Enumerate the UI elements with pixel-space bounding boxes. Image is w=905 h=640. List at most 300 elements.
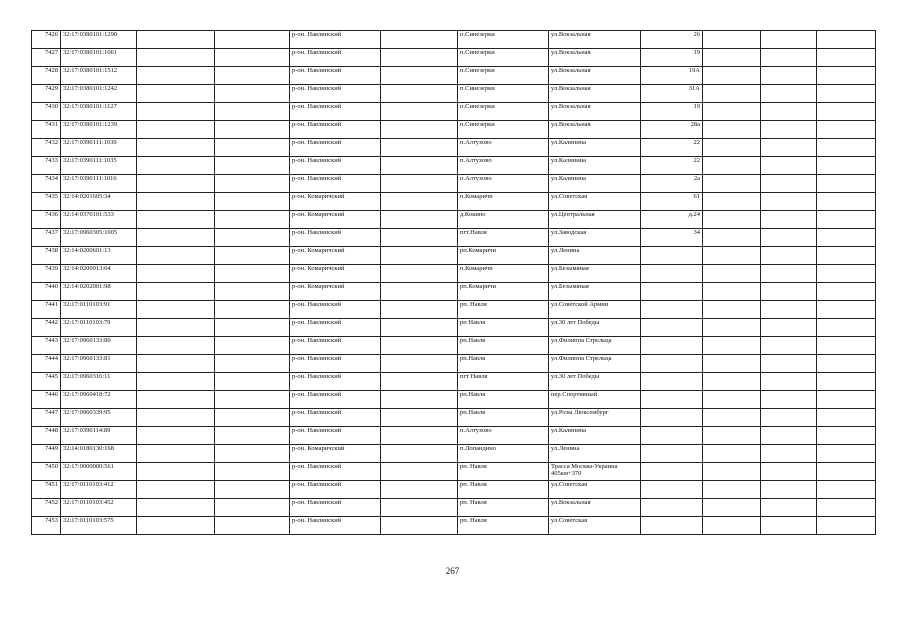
empty-cell (761, 265, 817, 283)
locality-cell: рп Навля (458, 319, 549, 337)
house-number-cell (641, 481, 703, 499)
empty-cell (215, 355, 290, 373)
empty-cell (137, 103, 215, 121)
empty-cell (703, 85, 761, 103)
locality-cell: рп. Навля (458, 517, 549, 535)
empty-cell (137, 463, 215, 481)
house-number-cell: 26 (641, 31, 703, 49)
street-cell: ул.Ленина (549, 247, 641, 265)
locality-cell: п.Алтухово (458, 139, 549, 157)
house-number-cell (641, 391, 703, 409)
district-cell: р-он. Навлинский (290, 499, 381, 517)
empty-cell (381, 337, 458, 355)
house-number-cell (641, 283, 703, 301)
district-cell: р-он. Навлинский (290, 121, 381, 139)
empty-cell (761, 517, 817, 535)
empty-cell (761, 103, 817, 121)
empty-cell (137, 355, 215, 373)
cadastral-number-cell: 32:17:0960133:81 (61, 355, 137, 373)
empty-cell (703, 481, 761, 499)
empty-cell (761, 481, 817, 499)
row-number-cell: 7439 (32, 265, 61, 283)
empty-cell (703, 391, 761, 409)
empty-cell (703, 373, 761, 391)
house-number-cell: д.24 (641, 211, 703, 229)
empty-cell (761, 301, 817, 319)
empty-cell (381, 319, 458, 337)
empty-cell (381, 265, 458, 283)
cadastral-number-cell: 32:17:0960339:95 (61, 409, 137, 427)
cadastral-number-cell: 32:17:0390114:89 (61, 427, 137, 445)
empty-cell (761, 211, 817, 229)
empty-cell (381, 139, 458, 157)
registry-table (31, 30, 876, 535)
empty-cell (817, 355, 876, 373)
empty-cell (761, 229, 817, 247)
street-cell: ул.Вокзальная (549, 31, 641, 49)
street-cell: ул.30 лет Победы (549, 373, 641, 391)
empty-cell (215, 301, 290, 319)
district-cell: р-он. Навлинский (290, 31, 381, 49)
street-cell: ул.Безымяная (549, 265, 641, 283)
empty-cell (381, 409, 458, 427)
row-number-cell: 7429 (32, 85, 61, 103)
locality-cell: п.Алтухово (458, 175, 549, 193)
row-number-cell: 7451 (32, 481, 61, 499)
row-number-cell: 7445 (32, 373, 61, 391)
empty-cell (215, 211, 290, 229)
empty-cell (817, 139, 876, 157)
street-cell: ул.Вокзальная (549, 49, 641, 67)
table-row (32, 481, 876, 499)
street-cell: пер.Спортивный (549, 391, 641, 409)
empty-cell (215, 517, 290, 535)
empty-cell (817, 103, 876, 121)
house-number-cell (641, 301, 703, 319)
empty-cell (137, 409, 215, 427)
locality-cell: пгт Навля (458, 373, 549, 391)
empty-cell (215, 49, 290, 67)
empty-cell (761, 391, 817, 409)
district-cell: р-он. Комаричский (290, 445, 381, 463)
locality-cell: п.Синезерки (458, 31, 549, 49)
row-number-cell: 7440 (32, 283, 61, 301)
district-cell: р-он. Комаричский (290, 193, 381, 211)
street-cell: ул.Калинина (549, 427, 641, 445)
row-number-cell: 7427 (32, 49, 61, 67)
empty-cell (215, 247, 290, 265)
empty-cell (703, 157, 761, 175)
empty-cell (137, 175, 215, 193)
table-row (32, 103, 876, 121)
row-number-cell: 7450 (32, 463, 61, 481)
street-cell: ул.Советской Армии (549, 301, 641, 319)
empty-cell (703, 175, 761, 193)
street-cell: ул.Розы Люксембург (549, 409, 641, 427)
house-number-cell (641, 445, 703, 463)
empty-cell (137, 229, 215, 247)
table-row (32, 229, 876, 247)
house-number-cell: 2а (641, 175, 703, 193)
locality-cell: рп.Навля (458, 355, 549, 373)
row-number-cell: 7426 (32, 31, 61, 49)
locality-cell: рп. Навля (458, 301, 549, 319)
empty-cell (761, 157, 817, 175)
empty-cell (703, 211, 761, 229)
cadastral-number-cell: 32:17:0380101:1242 (61, 85, 137, 103)
empty-cell (817, 409, 876, 427)
empty-cell (215, 265, 290, 283)
cadastral-number-cell: 32:17:0960133:80 (61, 337, 137, 355)
empty-cell (381, 85, 458, 103)
cadastral-number-cell: 32:17:0110103:91 (61, 301, 137, 319)
house-number-cell (641, 499, 703, 517)
locality-cell: рп. Навля (458, 481, 549, 499)
empty-cell (137, 157, 215, 175)
table-row (32, 67, 876, 85)
district-cell: р-он. Навлинский (290, 337, 381, 355)
empty-cell (381, 463, 458, 481)
row-number-cell: 7442 (32, 319, 61, 337)
empty-cell (381, 193, 458, 211)
empty-cell (381, 391, 458, 409)
house-number-cell (641, 463, 703, 481)
cadastral-number-cell: 32:17:0380101:1061 (61, 49, 137, 67)
empty-cell (817, 481, 876, 499)
locality-cell: рп. Навля (458, 499, 549, 517)
empty-cell (761, 31, 817, 49)
empty-cell (137, 499, 215, 517)
empty-cell (761, 67, 817, 85)
empty-cell (381, 157, 458, 175)
table-row (32, 355, 876, 373)
house-number-cell: 19 (641, 49, 703, 67)
empty-cell (761, 445, 817, 463)
house-number-cell (641, 337, 703, 355)
row-number-cell: 7448 (32, 427, 61, 445)
street-cell: ул.Вокзальная (549, 499, 641, 517)
house-number-cell: 28а (641, 121, 703, 139)
table-row (32, 301, 876, 319)
house-number-cell: 22 (641, 157, 703, 175)
empty-cell (137, 391, 215, 409)
table-row (32, 157, 876, 175)
empty-cell (817, 319, 876, 337)
empty-cell (215, 139, 290, 157)
empty-cell (137, 67, 215, 85)
street-cell: ул.Вокзальная (549, 121, 641, 139)
table-row (32, 319, 876, 337)
street-cell: ул.Вокзальная (549, 103, 641, 121)
empty-cell (817, 463, 876, 481)
district-cell: р-он. Навлинский (290, 49, 381, 67)
table-row (32, 139, 876, 157)
cadastral-number-cell: 32:17:0000000:561 (61, 463, 137, 481)
empty-cell (381, 121, 458, 139)
house-number-cell (641, 373, 703, 391)
empty-cell (381, 31, 458, 49)
empty-cell (817, 31, 876, 49)
empty-cell (137, 517, 215, 535)
cadastral-number-cell: 32:14:0180130:168 (61, 445, 137, 463)
empty-cell (817, 229, 876, 247)
district-cell: р-он. Навлинский (290, 391, 381, 409)
empty-cell (137, 427, 215, 445)
empty-cell (703, 355, 761, 373)
row-number-cell: 7434 (32, 175, 61, 193)
empty-cell (703, 445, 761, 463)
table-row (32, 49, 876, 67)
cadastral-number-cell: 32:17:0960305:1005 (61, 229, 137, 247)
locality-cell: рп.Комаричи (458, 247, 549, 265)
house-number-cell (641, 265, 703, 283)
empty-cell (381, 445, 458, 463)
cadastral-number-cell: 32:17:0390111:1030 (61, 139, 137, 157)
locality-cell: пгт.Навля (458, 229, 549, 247)
table-row (32, 85, 876, 103)
street-cell: ул.Вокзальная (549, 67, 641, 85)
empty-cell (703, 49, 761, 67)
empty-cell (215, 409, 290, 427)
empty-cell (381, 373, 458, 391)
row-number-cell: 7433 (32, 157, 61, 175)
cadastral-number-cell: 32:17:0380101:1239 (61, 121, 137, 139)
empty-cell (703, 517, 761, 535)
street-cell: Трасса Москва-Украина 405км+370 (549, 463, 641, 481)
row-number-cell: 7446 (32, 391, 61, 409)
empty-cell (215, 499, 290, 517)
row-number-cell: 7438 (32, 247, 61, 265)
empty-cell (215, 427, 290, 445)
row-number-cell: 7443 (32, 337, 61, 355)
empty-cell (761, 85, 817, 103)
cadastral-number-cell: 32:17:0380101:1127 (61, 103, 137, 121)
district-cell: р-он. Навлинский (290, 517, 381, 535)
empty-cell (215, 319, 290, 337)
district-cell: р-он. Навлинский (290, 301, 381, 319)
empty-cell (381, 517, 458, 535)
street-cell: ул.Заводская (549, 229, 641, 247)
cadastral-number-cell: 32:17:0390111:1016 (61, 175, 137, 193)
empty-cell (137, 31, 215, 49)
empty-cell (215, 85, 290, 103)
empty-cell (703, 139, 761, 157)
locality-cell: рп. Навля (458, 463, 549, 481)
district-cell: р-он. Комаричский (290, 283, 381, 301)
empty-cell (381, 49, 458, 67)
empty-cell (381, 67, 458, 85)
empty-cell (215, 481, 290, 499)
table-row (32, 193, 876, 211)
street-cell: ул.Калинина (549, 175, 641, 193)
empty-cell (761, 175, 817, 193)
street-cell: ул.Советская (549, 193, 641, 211)
house-number-cell: 34 (641, 229, 703, 247)
empty-cell (703, 301, 761, 319)
empty-cell (137, 49, 215, 67)
house-number-cell (641, 319, 703, 337)
empty-cell (381, 175, 458, 193)
cadastral-number-cell: 32:17:0110103:79 (61, 319, 137, 337)
empty-cell (215, 337, 290, 355)
row-number-cell: 7437 (32, 229, 61, 247)
district-cell: р-он. Навлинский (290, 427, 381, 445)
empty-cell (817, 247, 876, 265)
empty-cell (381, 229, 458, 247)
table-row (32, 121, 876, 139)
table-row (32, 265, 876, 283)
house-number-cell (641, 409, 703, 427)
page-number: 267 (445, 566, 460, 576)
empty-cell (761, 499, 817, 517)
empty-cell (137, 337, 215, 355)
empty-cell (215, 373, 290, 391)
row-number-cell: 7435 (32, 193, 61, 211)
house-number-cell: 19А (641, 67, 703, 85)
empty-cell (761, 121, 817, 139)
empty-cell (817, 301, 876, 319)
table-row (32, 409, 876, 427)
table-row (32, 517, 876, 535)
house-number-cell: 19 (641, 103, 703, 121)
empty-cell (703, 409, 761, 427)
cadastral-number-cell: 32:14:0370101:533 (61, 211, 137, 229)
district-cell: р-он. Навлинский (290, 103, 381, 121)
house-number-cell (641, 247, 703, 265)
district-cell: р-он. Навлинский (290, 481, 381, 499)
empty-cell (761, 193, 817, 211)
empty-cell (703, 283, 761, 301)
street-cell: ул.Советская (549, 517, 641, 535)
district-cell: р-он. Навлинский (290, 139, 381, 157)
empty-cell (817, 67, 876, 85)
street-cell: ул.Калинина (549, 139, 641, 157)
empty-cell (215, 121, 290, 139)
table-row (32, 31, 876, 49)
house-number-cell (641, 355, 703, 373)
empty-cell (215, 31, 290, 49)
empty-cell (215, 67, 290, 85)
row-number-cell: 7432 (32, 139, 61, 157)
empty-cell (381, 301, 458, 319)
locality-cell: рп.Навля (458, 391, 549, 409)
district-cell: р-он. Комаричский (290, 247, 381, 265)
row-number-cell: 7431 (32, 121, 61, 139)
district-cell: р-он. Навлинский (290, 85, 381, 103)
locality-cell: п.Комаричи (458, 265, 549, 283)
street-cell: ул.Ленина (549, 445, 641, 463)
empty-cell (703, 265, 761, 283)
cadastral-number-cell: 32:17:0380101:1290 (61, 31, 137, 49)
table-row (32, 499, 876, 517)
house-number-cell: 61 (641, 193, 703, 211)
district-cell: р-он. Комаричский (290, 211, 381, 229)
empty-cell (761, 427, 817, 445)
district-cell: р-он. Комаричский (290, 265, 381, 283)
empty-cell (761, 463, 817, 481)
empty-cell (381, 247, 458, 265)
empty-cell (761, 409, 817, 427)
locality-cell: рп.Комаричи (458, 283, 549, 301)
street-cell: ул.Калинина (549, 157, 641, 175)
empty-cell (761, 319, 817, 337)
empty-cell (761, 49, 817, 67)
house-number-cell (641, 427, 703, 445)
empty-cell (761, 373, 817, 391)
district-cell: р-он. Навлинский (290, 319, 381, 337)
street-cell: ул.Филиппа Стрельца (549, 337, 641, 355)
district-cell: р-он. Навлинский (290, 67, 381, 85)
locality-cell: п.Синезерки (458, 121, 549, 139)
empty-cell (817, 85, 876, 103)
cadastral-number-cell: 32:14:0200601:13 (61, 247, 137, 265)
locality-cell: п.Синезерки (458, 85, 549, 103)
locality-cell: д.Кокино (458, 211, 549, 229)
empty-cell (761, 355, 817, 373)
empty-cell (137, 319, 215, 337)
empty-cell (215, 157, 290, 175)
cadastral-number-cell: 32:14:0202001:98 (61, 283, 137, 301)
row-number-cell: 7453 (32, 517, 61, 535)
empty-cell (703, 499, 761, 517)
table-row (32, 283, 876, 301)
street-cell: ул.Филиппа Стрельца (549, 355, 641, 373)
empty-cell (703, 121, 761, 139)
district-cell: р-он. Навлинский (290, 157, 381, 175)
empty-cell (381, 355, 458, 373)
row-number-cell: 7449 (32, 445, 61, 463)
empty-cell (703, 463, 761, 481)
empty-cell (703, 193, 761, 211)
locality-cell: рп.Навля (458, 337, 549, 355)
table-row (32, 373, 876, 391)
empty-cell (137, 481, 215, 499)
street-cell: ул.Безымяная (549, 283, 641, 301)
empty-cell (215, 229, 290, 247)
table-row (32, 391, 876, 409)
row-number-cell: 7441 (32, 301, 61, 319)
table-row (32, 211, 876, 229)
empty-cell (381, 481, 458, 499)
locality-cell: п.Лопандино (458, 445, 549, 463)
row-number-cell: 7428 (32, 67, 61, 85)
empty-cell (137, 211, 215, 229)
empty-cell (817, 337, 876, 355)
cadastral-number-cell: 32:17:0110103:452 (61, 499, 137, 517)
empty-cell (137, 247, 215, 265)
empty-cell (817, 517, 876, 535)
empty-cell (761, 247, 817, 265)
empty-cell (703, 67, 761, 85)
empty-cell (817, 499, 876, 517)
locality-cell: п.Синезерки (458, 49, 549, 67)
empty-cell (761, 139, 817, 157)
empty-cell (703, 31, 761, 49)
empty-cell (817, 427, 876, 445)
empty-cell (137, 85, 215, 103)
row-number-cell: 7452 (32, 499, 61, 517)
registry-table-body (32, 31, 876, 535)
empty-cell (137, 301, 215, 319)
house-number-cell (641, 517, 703, 535)
district-cell: р-он. Навлинский (290, 175, 381, 193)
empty-cell (817, 211, 876, 229)
row-number-cell: 7447 (32, 409, 61, 427)
empty-cell (137, 193, 215, 211)
empty-cell (137, 121, 215, 139)
table-row (32, 337, 876, 355)
cadastral-number-cell: 32:17:0380101:1512 (61, 67, 137, 85)
